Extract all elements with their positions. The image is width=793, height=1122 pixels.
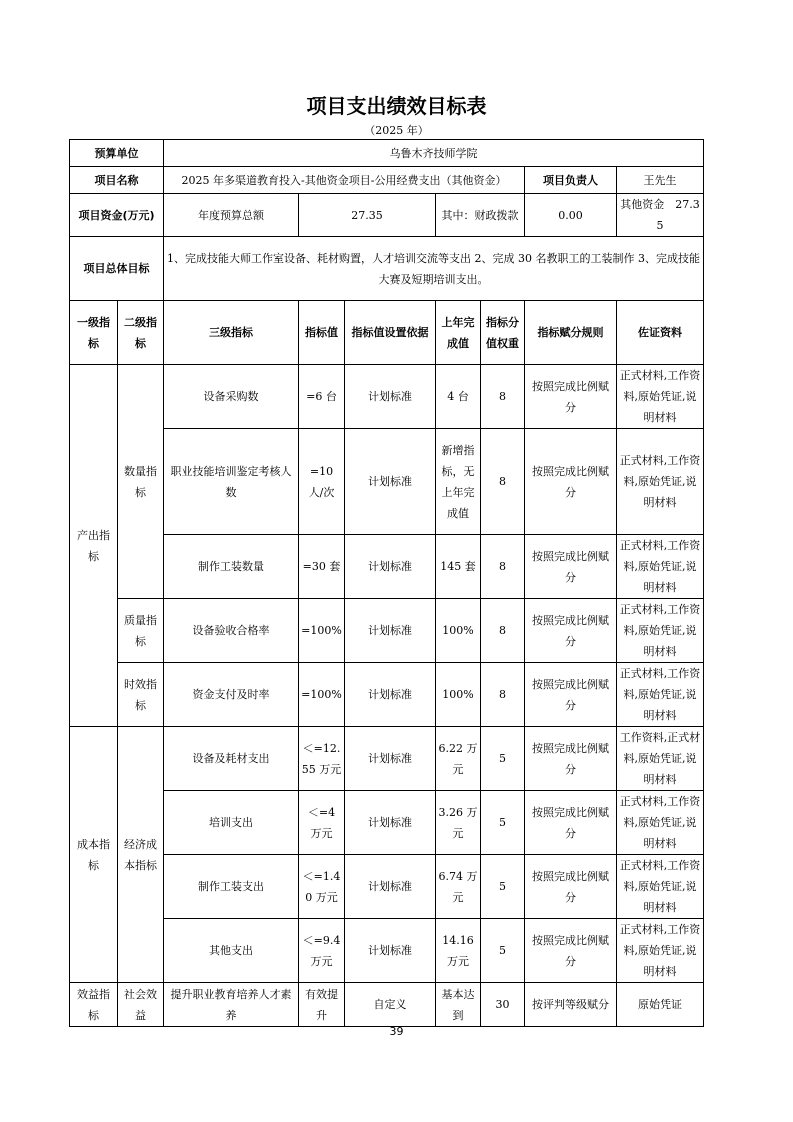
indicator-rule: 按照完成比例赋分: [525, 791, 617, 855]
indicator-weight: 30: [481, 983, 525, 1027]
indicator-basis: 计划标准: [345, 791, 436, 855]
indicator-evidence: 正式材料,工作资料,原始凭证,说明材料: [617, 365, 704, 429]
group-cost: 成本指标: [70, 727, 118, 983]
indicator-weight: 5: [481, 791, 525, 855]
leader-label: 项目负责人: [525, 167, 617, 194]
indicator-value: =100%: [299, 663, 345, 727]
indicator-last: 新增指标，无上年完成值: [436, 429, 481, 535]
indicator-evidence: 正式材料,工作资料,原始凭证,说明材料: [617, 599, 704, 663]
table-row: [70, 663, 704, 727]
indicator-evidence: 正式材料,工作资料,原始凭证,说明材料: [617, 663, 704, 727]
project-row: [70, 167, 704, 194]
indicator-basis: 计划标准: [345, 535, 436, 599]
table-row: [70, 535, 704, 599]
performance-table: [69, 139, 704, 1027]
page-number: 39: [389, 1025, 404, 1038]
indicator-rule: 按照完成比例赋分: [525, 663, 617, 727]
indicator-evidence: 正式材料,工作资料,原始凭证,说明材料: [617, 919, 704, 983]
indicator-basis: 计划标准: [345, 919, 436, 983]
header-last: 上年完成值: [436, 301, 481, 365]
year-label: （2025 年）: [364, 124, 429, 137]
indicator-evidence: 工作资料,正式材料,原始凭证,说明材料: [617, 727, 704, 791]
header-weight: 指标分值权重: [481, 301, 525, 365]
group-benefit: 效益指标: [70, 983, 118, 1027]
header-level1: 一级指标: [70, 301, 118, 365]
indicator-basis: 计划标准: [345, 599, 436, 663]
indicator-rule: 按评判等级赋分: [525, 983, 617, 1027]
header-row: [70, 301, 704, 365]
indicator-weight: 5: [481, 855, 525, 919]
indicator-last: 基本达到: [436, 983, 481, 1027]
group-quality: 质量指标: [118, 599, 164, 663]
indicator-weight: 8: [481, 535, 525, 599]
header-evidence: 佐证资料: [617, 301, 704, 365]
annual-total-label: 年度预算总额: [164, 194, 299, 237]
group-output: 产出指标: [70, 365, 118, 727]
page-title: 项目支出绩效目标表: [306, 94, 487, 118]
table-row: [70, 855, 704, 919]
indicator-name: 制作工装支出: [164, 855, 299, 919]
indicator-value: ＜=12.55 万元: [299, 727, 345, 791]
table-row: [70, 429, 704, 535]
indicator-value: =6 台: [299, 365, 345, 429]
indicator-weight: 8: [481, 663, 525, 727]
indicator-weight: 5: [481, 919, 525, 983]
other-value: 27.35: [656, 198, 700, 232]
indicator-name: 其他支出: [164, 919, 299, 983]
indicator-name: 培训支出: [164, 791, 299, 855]
indicator-value: ＜=9.4 万元: [299, 919, 345, 983]
fund-label: 项目资金(万元): [70, 194, 164, 237]
indicator-last: 14.16 万元: [436, 919, 481, 983]
header-rule: 指标赋分规则: [525, 301, 617, 365]
indicator-rule: 按照完成比例赋分: [525, 727, 617, 791]
goal-row: [70, 237, 704, 301]
indicator-name: 职业技能培训鉴定考核人数: [164, 429, 299, 535]
fiscal-label: 其中：财政拨款: [436, 194, 525, 237]
indicator-value: ＜=1.40 万元: [299, 855, 345, 919]
header-level3: 三级指标: [164, 301, 299, 365]
indicator-last: 145 套: [436, 535, 481, 599]
indicator-value: =30 套: [299, 535, 345, 599]
indicator-basis: 计划标准: [345, 429, 436, 535]
indicator-value: =10 人/次: [299, 429, 345, 535]
indicator-basis: 自定义: [345, 983, 436, 1027]
indicator-basis: 计划标准: [345, 663, 436, 727]
goal-text: 1、完成技能大师工作室设备、耗材购置，人才培训交流等支出 2、完成 30 名教职工的工装制作 3、完成技能大赛及短期培训支出。: [164, 237, 704, 301]
leader-value: 王先生: [617, 167, 704, 194]
indicator-rule: 按照完成比例赋分: [525, 535, 617, 599]
table-row: [70, 919, 704, 983]
header-level2: 二级指标: [118, 301, 164, 365]
indicator-name: 设备及耗材支出: [164, 727, 299, 791]
indicator-last: 100%: [436, 663, 481, 727]
unit-row: [70, 140, 704, 167]
annual-total-value: 27.35: [299, 194, 436, 237]
table-row: [70, 983, 704, 1027]
indicator-last: 6.22 万元: [436, 727, 481, 791]
indicator-basis: 计划标准: [345, 727, 436, 791]
indicator-rule: 按照完成比例赋分: [525, 919, 617, 983]
unit-value: 乌鲁木齐技师学院: [164, 140, 704, 167]
indicator-weight: 5: [481, 727, 525, 791]
project-value: 2025 年多渠道教育投入-其他资金项目-公用经费支出（其他资金）: [164, 167, 525, 194]
goal-label: 项目总体目标: [70, 237, 164, 301]
indicator-last: 6.74 万元: [436, 855, 481, 919]
indicator-last: 4 台: [436, 365, 481, 429]
indicator-value: ＜=4 万元: [299, 791, 345, 855]
table-row: [70, 365, 704, 429]
indicator-evidence: 正式材料,工作资料,原始凭证,说明材料: [617, 791, 704, 855]
group-timeliness: 时效指标: [118, 663, 164, 727]
group-economic-cost: 经济成本指标: [118, 727, 164, 983]
header-value: 指标值: [299, 301, 345, 365]
indicator-name: 设备采购数: [164, 365, 299, 429]
indicator-rule: 按照完成比例赋分: [525, 365, 617, 429]
indicator-rule: 按照完成比例赋分: [525, 599, 617, 663]
unit-label: 预算单位: [70, 140, 164, 167]
group-quantity: 数量指标: [118, 365, 164, 599]
indicator-rule: 按照完成比例赋分: [525, 429, 617, 535]
indicator-weight: 8: [481, 599, 525, 663]
indicator-name: 制作工装数量: [164, 535, 299, 599]
table-row: [70, 791, 704, 855]
other-label: 其他资金: [620, 198, 665, 211]
project-label: 项目名称: [70, 167, 164, 194]
indicator-evidence: 正式材料,工作资料,原始凭证,说明材料: [617, 429, 704, 535]
group-social-benefit: 社会效益: [118, 983, 164, 1027]
fiscal-value: 0.00: [525, 194, 617, 237]
indicator-value: 有效提升: [299, 983, 345, 1027]
table-row: [70, 727, 704, 791]
indicator-last: 3.26 万元: [436, 791, 481, 855]
indicator-name: 资金支付及时率: [164, 663, 299, 727]
indicator-name: 设备验收合格率: [164, 599, 299, 663]
header-basis: 指标值设置依据: [345, 301, 436, 365]
indicator-last: 100%: [436, 599, 481, 663]
indicator-evidence: 原始凭证: [617, 983, 704, 1027]
fund-row: [70, 194, 704, 237]
indicator-evidence: 正式材料,工作资料,原始凭证,说明材料: [617, 535, 704, 599]
indicator-weight: 8: [481, 429, 525, 535]
indicator-value: =100%: [299, 599, 345, 663]
indicator-rule: 按照完成比例赋分: [525, 855, 617, 919]
indicator-weight: 8: [481, 365, 525, 429]
other-row-split: [617, 194, 704, 237]
indicator-name: 提升职业教育培养人才素养: [164, 983, 299, 1027]
indicator-basis: 计划标准: [345, 365, 436, 429]
indicator-evidence: 正式材料,工作资料,原始凭证,说明材料: [617, 855, 704, 919]
table-row: [70, 599, 704, 663]
indicator-basis: 计划标准: [345, 855, 436, 919]
